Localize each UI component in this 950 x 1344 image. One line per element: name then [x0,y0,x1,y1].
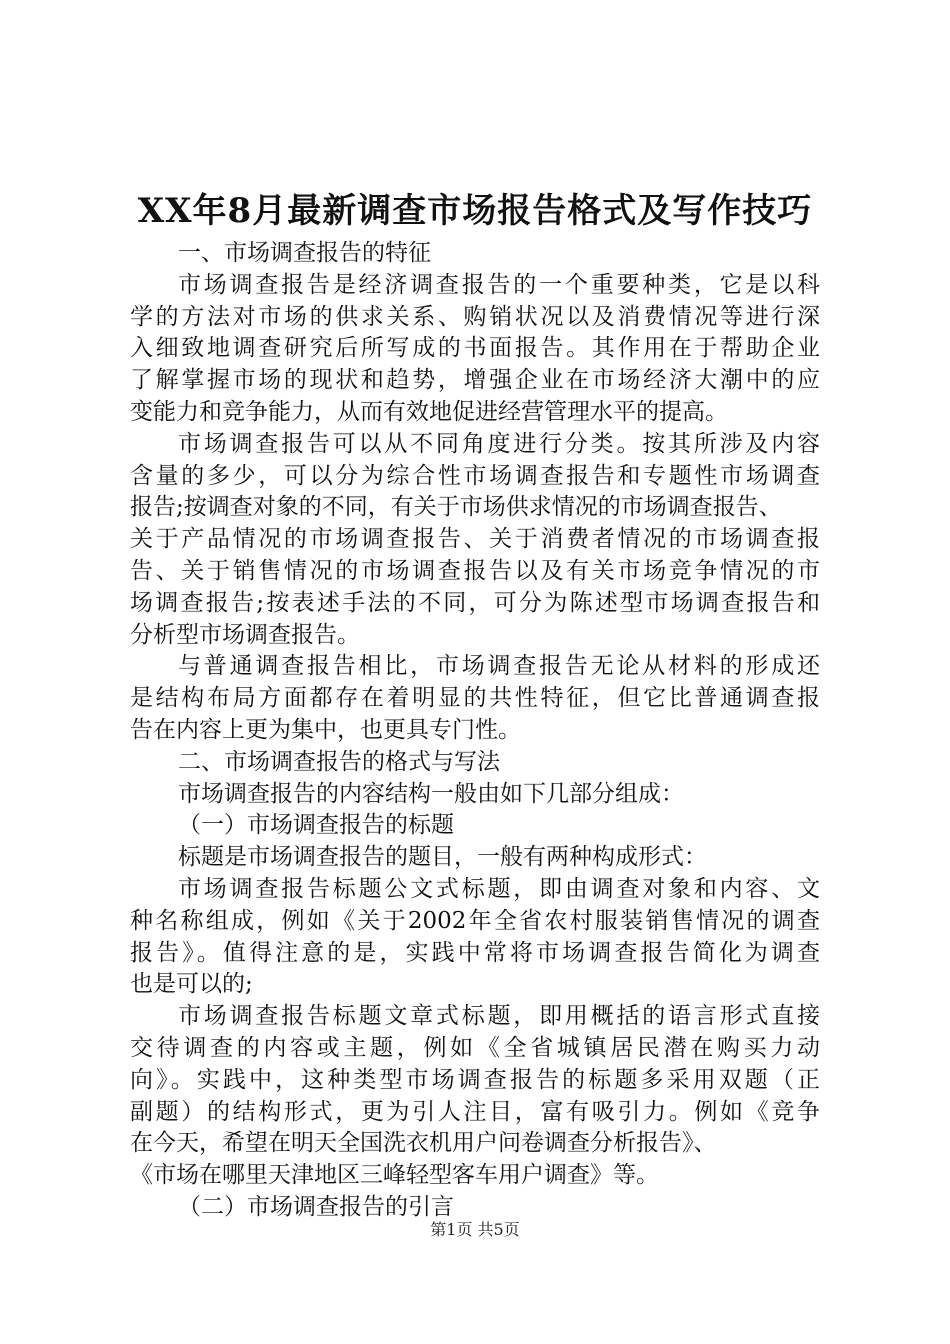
paragraph-line: 报告》。值得注意的是，实践中常将市场调查报告简化为调查 [130,939,820,966]
paragraph-line: 市场调查报告标题文章式标题，即用概括的语言形式直接 [178,1003,820,1030]
paragraph-line: 市场调查报告可以从不同角度进行分类。按其所涉及内容 [178,430,820,457]
paragraph-line: 种名称组成，例如《关于2002年全省农村服装销售情况的调查 [130,907,820,934]
document-body [130,238,820,1224]
page-number-footer: 第1页 共5页 [430,1220,520,1239]
paragraph-line: 在今天，希望在明天全国洗衣机用户问卷调查分析报告》、 [130,1130,717,1157]
document-title: XX年8月最新调查市场报告格式及写作技巧 [137,191,813,231]
paragraph-line: 了解掌握市场的现状和趋势，增强企业在市场经济大潮中的应 [130,367,820,394]
section-heading-features: 一、市场调查报告的特征 [178,240,431,266]
section-heading-format: 二、市场调查报告的格式与写法 [178,748,500,775]
paragraph-line: 入细致地调查研究后所写成的书面报告。其作用在于帮助企业 [130,335,820,362]
paragraph-line: 市场调查报告是经济调查报告的一个重要种类，它是以科 [178,271,820,298]
subsection-heading-intro: （二）市场调查报告的引言 [178,1193,454,1220]
paragraph-line: 报告;按调查对象的不同，有关于市场供求情况的市场调查报告、 [130,494,782,521]
paragraph-line: 学的方法对市场的供求关系、购销状况以及消费情况等进行深 [130,303,820,330]
subsection-heading-title: （一）市场调查报告的标题 [178,812,454,839]
paragraph-line: 副题）的结构形式，更为引人注目，富有吸引力。例如《竞争 [130,1098,820,1125]
paragraph-line: 也是可以的; [130,971,253,998]
paragraph-line: 变能力和竞争能力，从而有效地促进经营管理水平的提高。 [130,398,728,425]
paragraph-line: 与普通调查报告相比，市场调查报告无论从材料的形成还 [178,653,820,680]
paragraph-line: 关于产品情况的市场调查报告、关于消费者情况的市场调查报 [130,526,820,553]
paragraph-line: 分析型市场调查报告。 [130,621,360,648]
paragraph-line: 含量的多少，可以分为综合性市场调查报告和专题性市场调查 [130,462,820,489]
paragraph-line: 告在内容上更为集中，也更具专门性。 [130,716,521,743]
paragraph-line: 市场调查报告的内容结构一般由如下几部分组成： [178,780,684,807]
paragraph-line: 交待调查的内容或主题，例如《全省城镇居民潜在购买力动 [130,1034,820,1061]
paragraph-line: 向》。实践中，这种类型市场调查报告的标题多采用双题（正 [130,1066,820,1093]
paragraph-line: 标题是市场调查报告的题目，一般有两种构成形式： [178,844,707,871]
paragraph-line: 是结构布局方面都存在着明显的共性特征，但它比普通调查报 [130,685,820,712]
paragraph-line: 场调查报告;按表述手法的不同，可分为陈述型市场调查报告和 [130,589,820,616]
paragraph-line: 《市场在哪里天津地区三峰轻型客车用户调查》等。 [130,1162,659,1189]
paragraph-line: 告、关于销售情况的市场调查报告以及有关市场竞争情况的市 [130,557,820,584]
paragraph-line: 市场调查报告标题公文式标题，即由调查对象和内容、文 [178,875,820,902]
